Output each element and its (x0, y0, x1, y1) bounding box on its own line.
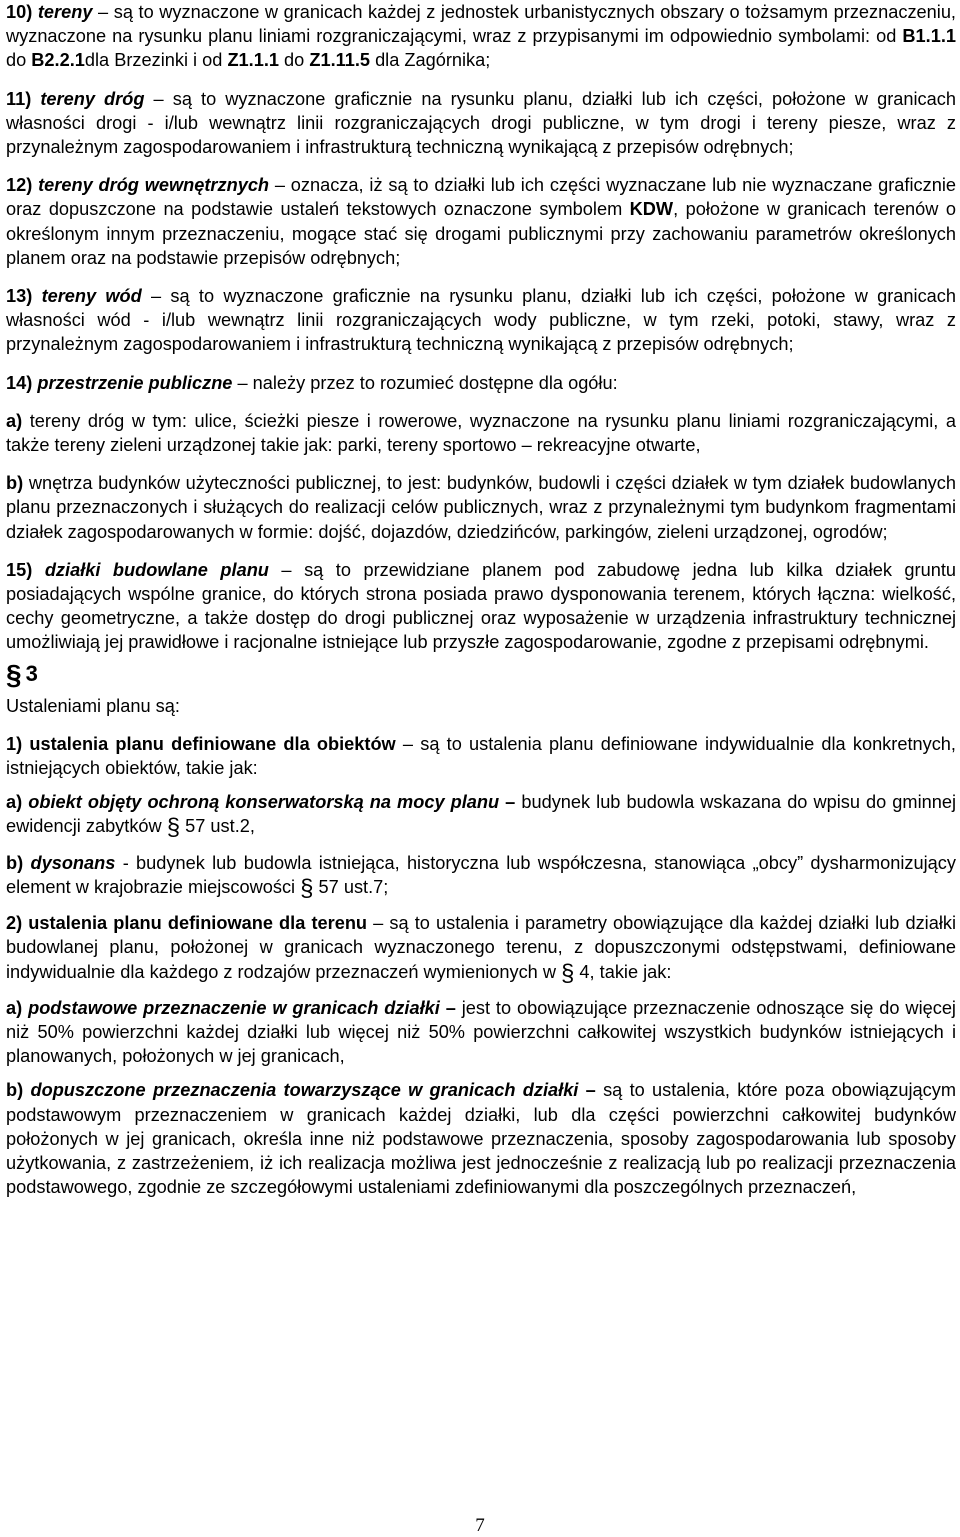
dash: – (92, 2, 114, 22)
dash: – (232, 372, 253, 393)
item-number: 10) (6, 2, 33, 22)
definition-14 (6, 371, 956, 395)
sub-item-text: są to ustalenia, które poza obowiązującym podstawowym przeznaczeniem w granicach każdej działki, lub dla części powierzchni całkowitej budynków położonych w jej granicach, określa inne niż podstawowe przeznaczenia, sposoby zagospodarowania lub sposoby użytkowania, z zastrzeżeniem, iż ich realizacja możliwa jest jednocześnie z realizacją lub po realizacji przeznaczenia podstawowego, zgodnie ze szczegółowymi ustaleniami zdefiniowanymi dla poszczególnych przeznaczeń, (6, 1080, 956, 1198)
defined-term: tereny wód (41, 286, 142, 307)
provision-1 (6, 732, 956, 780)
item-number: 12) (6, 175, 33, 196)
definition-text: są to wyznaczone graficznie na rysunku planu, działki lub ich części, położone w granicach własności drogi - i/lub wewnątrz linii rozgraniczających drogi publiczne, w tym drogi i tereny piesze, wraz z przynależnym zagospodarowaniem i infrastrukturą techniczną wynikającą z przepisów odrębnych; (6, 88, 956, 158)
item-number: 13) (6, 286, 33, 307)
defined-term: obiekt objęty ochroną konserwatorską na mocy planu (28, 792, 500, 813)
sub-item-text: tereny dróg w tym: ulice, ścieżki piesze i rowerowe, wyznaczone na rysunku planu liniami rozgraniczającymi, a także tereny zieleni urządzonej takie jak: parki, tereny sportowo – rekreacyjne otwarte, (6, 410, 956, 456)
definition-12 (6, 173, 956, 270)
definition-14-b (6, 471, 956, 544)
symbol: B1.1.1 (902, 26, 956, 47)
dash: – (395, 733, 421, 754)
definition-text: do (279, 50, 310, 71)
defined-term: działki budowlane planu (44, 559, 269, 580)
section-reference: 57 ust.2, (180, 816, 255, 837)
definition-11 (6, 87, 956, 160)
sub-item-text: - budynek lub budowla istniejąca, historyczna lub współczesna, stanowiąca „obcy” dysharmonizujący element w krajobrazie miejscowości (6, 852, 956, 897)
defined-term: tereny dróg wewnętrznych (38, 175, 270, 196)
sub-item-text: wnętrza budynków użyteczności publicznej, to jest: budynków, budowli i części działek w tym działek budowlanych planu przeznaczonych i służących do realizacji celów publicznych, wraz z przynależnymi tym budynkom fragmentami działek zagospodarowanych w formie: dojść, dojazdów, dziedzińców, parkingów, zieleni urządzonej, ogrodów; (6, 473, 956, 542)
sub-item-label: b) (6, 852, 24, 873)
definition-text: do (6, 50, 32, 71)
definition-text: oznacza, iż są to działki lub ich części wyznaczane lub nie wyznaczane graficznie oraz dopuszczone na podstawie ustaleń tekstowych oznaczone symbolem (6, 175, 956, 220)
section-intro: Ustaleniami planu są: (6, 695, 180, 716)
provision-text: są to ustalenia i parametry obowiązujące dla każdej działki lub działki budowlanej planu, położonej w granicach wyznaczonego terenu, z dopuszczonymi odstępstwami, definiowane indywidualnie dla każdego z rodzajów przeznaczeń wymienionych w (6, 913, 956, 982)
definition-text: są to wyznaczone graficznie na rysunku planu, działki lub ich części, położone w granicach własności wód - i/lub wewnątrz linii rozgraniczających wody publiczne, w tym rzeki, potoki, stawy, wraz z przynależnym zagospodarowaniem i infrastrukturą techniczną wynikającą z przepisów odrębnych; (6, 286, 956, 355)
provision-2 (6, 911, 956, 986)
item-number: 2) (6, 913, 23, 934)
sub-item-label: a) (6, 997, 23, 1018)
dash: – (578, 1080, 604, 1101)
item-number: 1) (6, 733, 23, 754)
definition-text: dla Brzezinki i od (84, 50, 228, 71)
dash: – (268, 559, 305, 580)
dash: – (141, 286, 171, 307)
section-symbol: § (6, 658, 22, 690)
document-page (6, 0, 956, 1199)
sub-item-text: budynek lub budowla wskazana do wpisu do gminnej ewidencji zabytków (6, 792, 956, 837)
definition-10 (6, 0, 956, 73)
section-heading (6, 658, 956, 690)
sub-item-label: b) (6, 473, 24, 494)
defined-term: przestrzenie publiczne (37, 372, 233, 393)
definition-text: , położone w granicach terenów o określonym innym przeznaczeniu, mogące stać się drogami publicznymi przy zachowaniu parametrów określonych planem oraz na podstawie przepisów odrębnych; (6, 199, 956, 268)
provision-text: są to ustalenia planu definiowane indywidualnie dla konkretnych, istniejących obiektów, takie jak: (6, 733, 956, 779)
item-number: 14) (6, 372, 33, 393)
symbol: Z1.11.5 (309, 50, 371, 71)
provision-title: ustalenia planu definiowane dla obiektów (29, 733, 396, 754)
sub-item-label: a) (6, 792, 23, 813)
definition-text: należy przez to rozumieć dostępne dla ogółu: (252, 372, 618, 393)
page-number: 7 (475, 1515, 485, 1536)
definition-15 (6, 558, 956, 655)
section-number: 3 (25, 660, 38, 686)
defined-term: podstawowe przeznaczenie w granicach działki (28, 997, 440, 1018)
symbol: B2.2.1 (31, 50, 85, 71)
dash: – (499, 792, 522, 813)
item-number: 15) (6, 559, 33, 580)
defined-term: tereny dróg (40, 88, 145, 109)
definition-13 (6, 284, 956, 357)
symbol: KDW (629, 199, 674, 220)
provision-text: , takie jak: (589, 961, 672, 982)
dash: – (144, 88, 173, 109)
provision-2-b (6, 1078, 956, 1199)
section-symbol: § (561, 959, 575, 987)
defined-term: dopuszczone przeznaczenia towarzyszące w granicach działki (30, 1080, 579, 1101)
sub-item-label: a) (6, 410, 23, 431)
provision-2-a (6, 996, 956, 1069)
symbol: Z1.1.1 (227, 50, 279, 71)
section-symbol: § (300, 874, 314, 902)
item-number: 11) (6, 88, 32, 109)
dash: – (439, 997, 462, 1018)
provision-title: ustalenia planu definiowane dla terenu (28, 913, 368, 934)
section-reference: 57 ust.7; (313, 876, 389, 897)
definition-text: są to wyznaczone w granicach każdej z jednostek urbanistycznych obszary o tożsamym przeznaczeniu, wyznaczone na rysunku planu liniami rozgraniczającymi, wraz z przypisanymi im odpowiednio symbolami: od (6, 2, 956, 47)
provision-1-a (6, 790, 956, 840)
definition-text: są to przewidziane planem pod zabudowę jedna lub kilka działek gruntu posiadających wspólne granice, do których strona posiada prawo dysponowania terenem, których łączna: wielkość, cechy geometryczne, a także dostęp do drogi publicznej oraz wyposażenie w urządzenia infrastruktury technicznej umożliwiają jej prawidłowe i racjonalne istniejące lub przyszłe zagospodarowanie, zgodne z przepisami odrębnymi. (6, 559, 956, 653)
dash: – (367, 913, 390, 934)
sub-item-text: jest to obowiązujące przeznaczenie odnoszące się do więcej niż 50% powierzchni każdej działki lub więcej niż 50% powierzchni całkowitej wszystkich budynków istniejących i planowanych, położonych w jej granicach, (6, 997, 956, 1067)
provision-1-b (6, 851, 956, 901)
sub-item-label: b) (6, 1080, 24, 1101)
section-reference: 4 (574, 961, 590, 982)
dash: – (269, 175, 291, 196)
definition-text: dla Zagórnika; (370, 50, 491, 71)
defined-term: tereny (37, 2, 93, 22)
definition-14-a (6, 409, 956, 457)
defined-term: dysonans (30, 852, 116, 873)
section-symbol: § (166, 814, 181, 842)
